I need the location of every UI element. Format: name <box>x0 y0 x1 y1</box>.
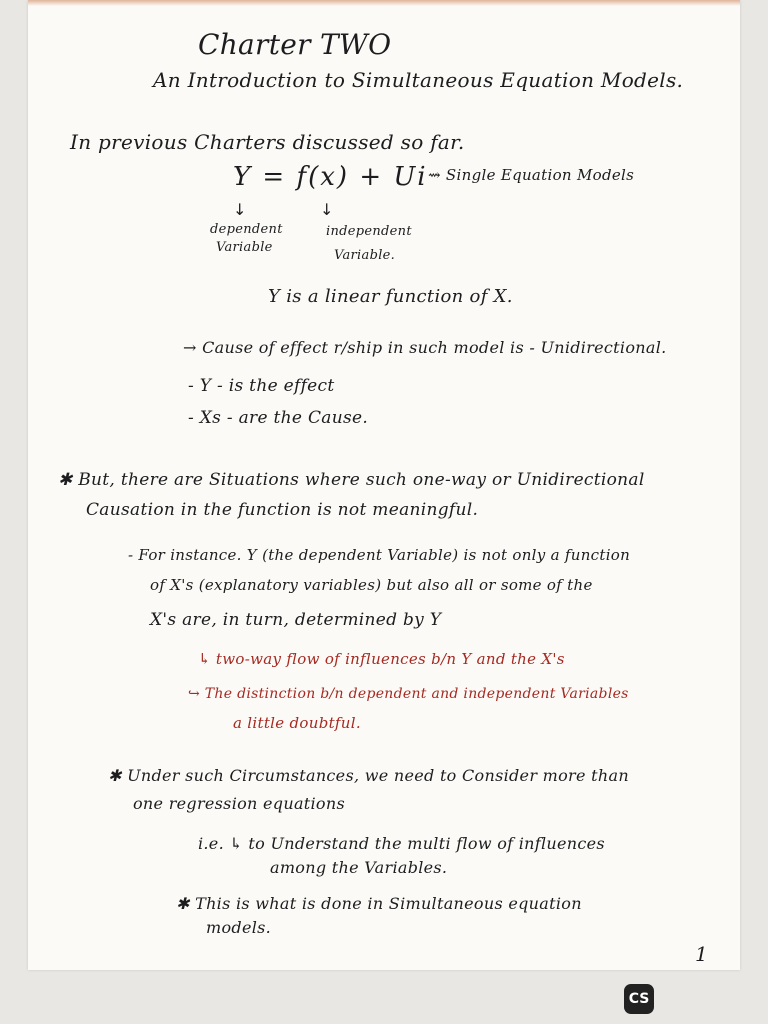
page-top-edge <box>28 0 740 6</box>
dependent-label-2: Variable <box>216 240 273 255</box>
independent-label-2: Variable. <box>334 248 396 263</box>
ie-line-1: i.e. ↳ to Understand the multi flow of influences <box>198 834 605 853</box>
x-cause-line: - Xs - are the Cause. <box>188 408 369 428</box>
instance-line-1: - For instance. Y (the dependent Variable) is not only a function <box>128 546 631 564</box>
notebook-page <box>28 0 740 970</box>
independent-label: independent <box>326 224 412 239</box>
red-line-1: ↳ two-way flow of influences b/n Y and the X's <box>198 650 565 668</box>
cause-effect-line: → Cause of effect r/ship in such model is - Unidirectional. <box>183 338 667 357</box>
linear-statement: Y is a linear function of X. <box>268 286 513 307</box>
arrow-down-icon: ↓ <box>233 200 247 219</box>
instance-line-3: X's are, in turn, determined by Y <box>150 610 442 630</box>
equation-note: ⇝ Single Equation Models <box>428 166 635 184</box>
this-line-1: ✱ This is what is done in Simultaneous equation <box>176 894 582 913</box>
but-line-1: ✱ But, there are Situations where such one-way or Unidirectional <box>58 470 645 490</box>
instance-line-2: of X's (explanatory variables) but also all or some of the <box>150 576 593 594</box>
equation: Y = f(x) + Ui <box>233 162 428 192</box>
but-line-2: Causation in the function is not meaningful. <box>86 500 479 520</box>
chapter-subtitle: An Introduction to Simultaneous Equation Models. <box>153 68 684 92</box>
red-line-2: ↪ The distinction b/n dependent and independent Variables <box>188 686 629 702</box>
camscanner-logo-icon: CS <box>624 984 654 1014</box>
page-number: 1 <box>695 942 708 966</box>
intro-line: In previous Charters discussed so far. <box>70 130 465 154</box>
red-line-3: a little doubtful. <box>233 714 361 732</box>
arrow-down-icon: ↓ <box>320 200 334 219</box>
this-line-2: models. <box>206 918 272 937</box>
y-effect-line: - Y - is the effect <box>188 376 335 396</box>
dependent-label: dependent <box>210 222 283 237</box>
chapter-title: Charter TWO <box>198 28 392 61</box>
under-line-2: one regression equations <box>133 794 345 813</box>
ie-line-2: among the Variables. <box>270 858 448 877</box>
under-line-1: ✱ Under such Circumstances, we need to Consider more than <box>108 766 629 785</box>
